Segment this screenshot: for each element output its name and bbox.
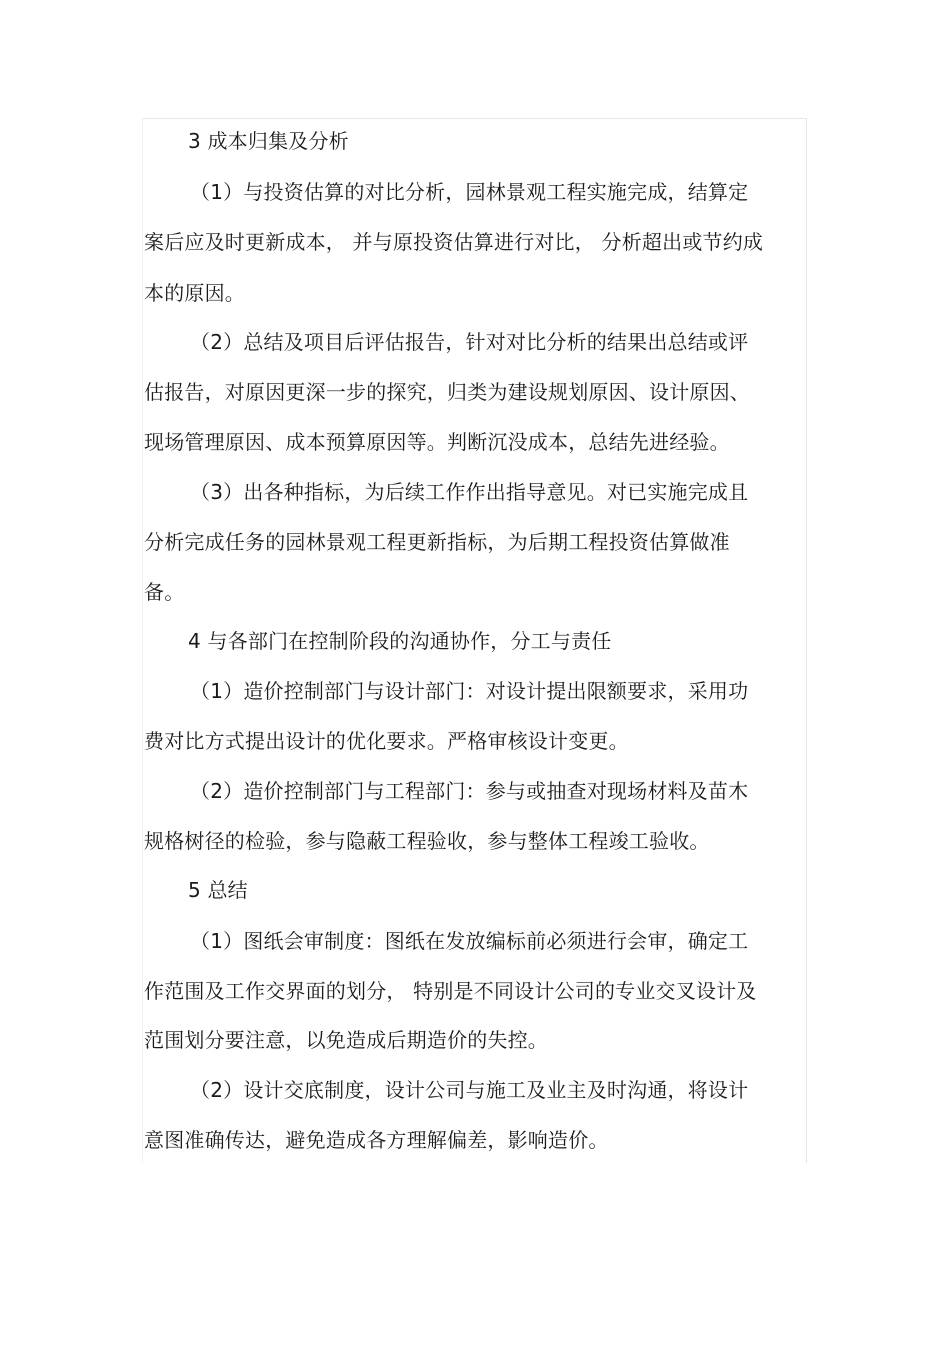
paragraph-line: 作范围及工作交界面的划分， 特别是不同设计公司的专业交叉设计及 [144,979,757,1003]
paragraph-line: （1）与投资估算的对比分析，园林景观工程实施完成，结算定 [190,180,749,204]
paragraph-line: （2）设计交底制度，设计公司与施工及业主及时沟通，将设计 [190,1078,749,1102]
paragraph-line: 备。 [144,580,185,604]
paragraph-line: （3）出各种指标，为后续工作作出指导意见。对已实施完成且 [190,480,749,504]
paragraph-line: 费对比方式提出设计的优化要求。严格审核设计变更。 [144,729,629,753]
paragraph-line: （1）造价控制部门与设计部门：对设计提出限额要求，采用功 [190,679,749,703]
paragraph-line: 分析完成任务的园林景观工程更新指标，为后期工程投资估算做准 [144,530,730,554]
paragraph-line: 估报告，对原因更深一步的探究，归类为建设规划原因、设计原因、 [144,380,750,404]
paragraph-line: 案后应及时更新成本， 并与原投资估算进行对比， 分析超出或节约成 [144,230,764,254]
section-heading-3: 3 成本归集及分析 [188,129,349,153]
paragraph-line: （2）总结及项目后评估报告，针对对比分析的结果出总结或评 [190,330,749,354]
paragraph-line: 规格树径的检验，参与隐蔽工程验收，参与整体工程竣工验收。 [144,829,710,853]
paragraph-line: （2）造价控制部门与工程部门：参与或抽查对现场材料及苗木 [190,779,749,803]
paragraph-line: 意图准确传达，避免造成各方理解偏差，影响造价。 [144,1128,609,1152]
section-heading-4: 4 与各部门在控制阶段的沟通协作，分工与责任 [188,629,612,653]
paragraph-line: （1）图纸会审制度：图纸在发放编标前必须进行会审，确定工 [190,929,749,953]
paragraph-line: 现场管理原因、成本预算原因等。判断沉没成本，总结先进经验。 [144,430,730,454]
paragraph-line: 本的原因。 [144,281,245,305]
paragraph-line: 范围划分要注意，以免造成后期造价的失控。 [144,1028,548,1052]
section-heading-5: 5 总结 [188,878,248,902]
